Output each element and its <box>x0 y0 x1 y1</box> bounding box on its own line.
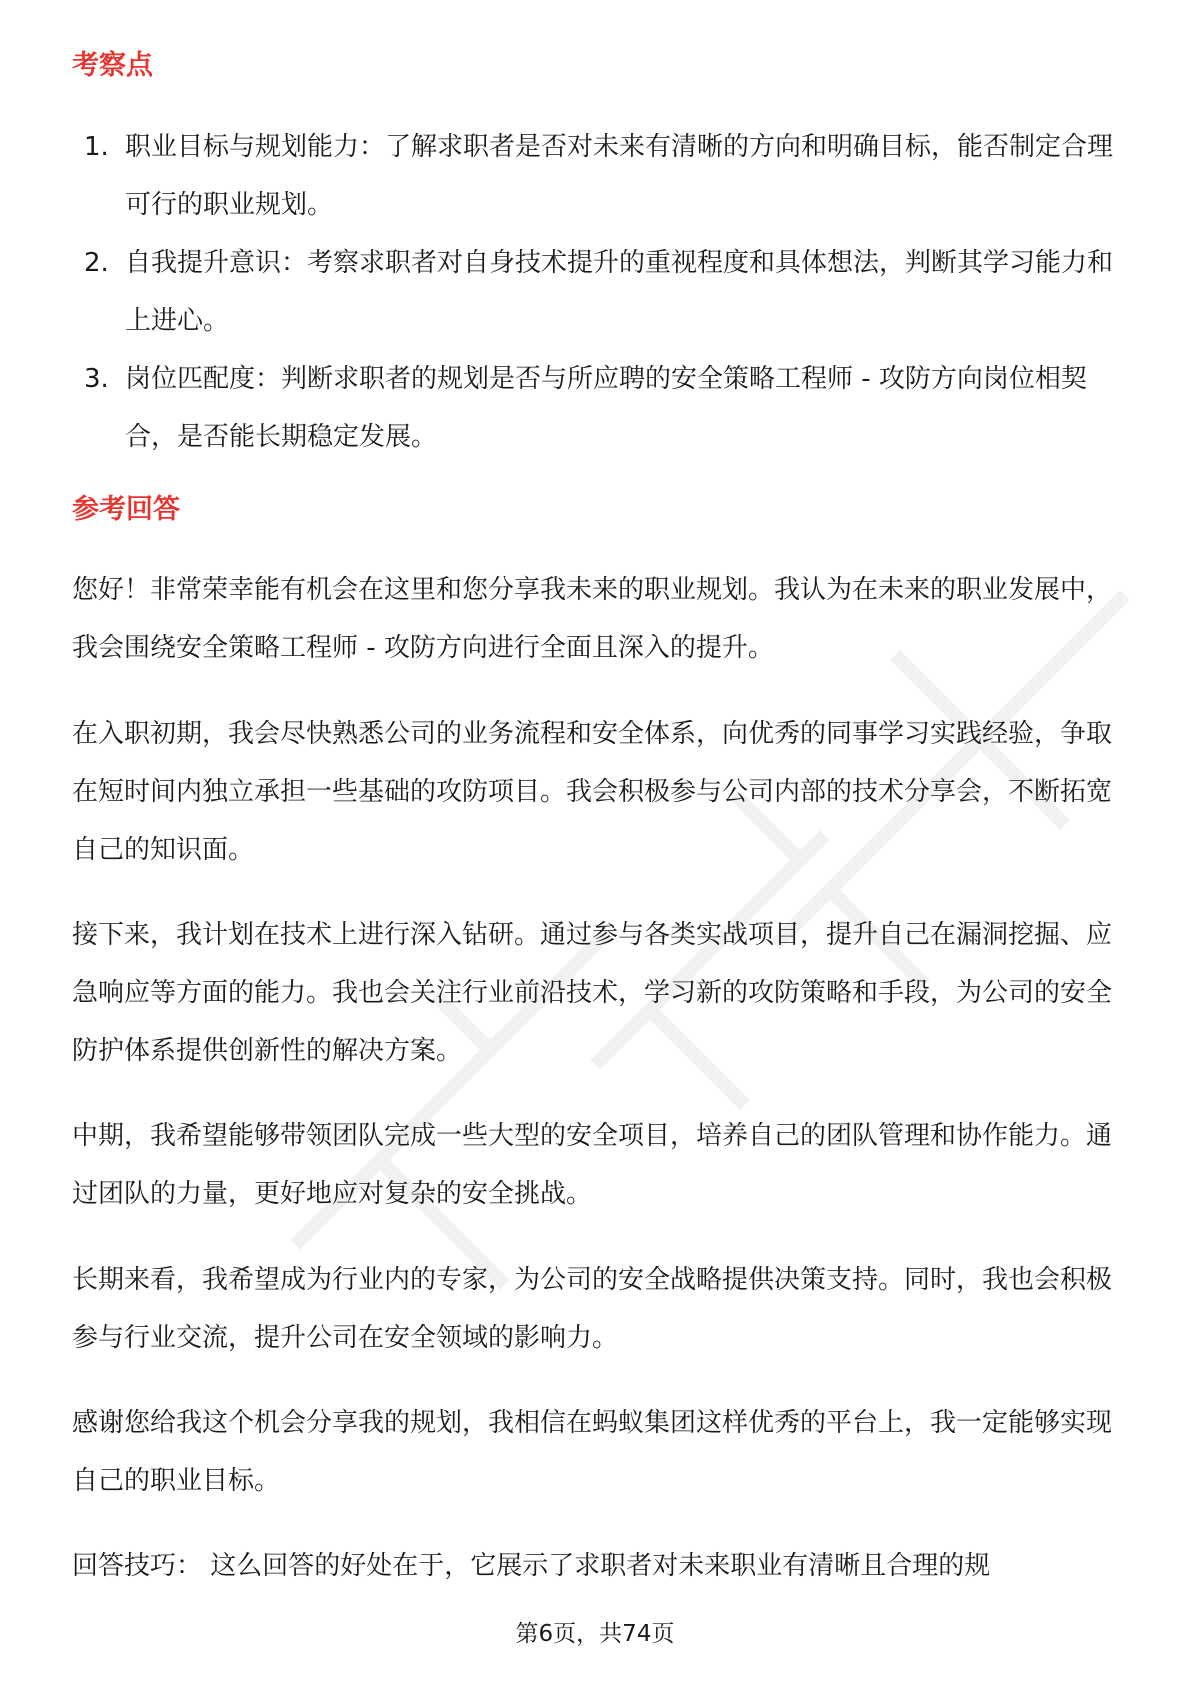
list-item-number: 2. <box>84 248 109 278</box>
answer-paragraph: 中期，我希望能够带领团队完成一些大型的安全项目，培养自己的团队管理和协作能力。通过团队的力量，更好地应对复杂的安全挑战。 <box>72 1121 1113 1209</box>
answer-paragraph: 您好！非常荣幸能有机会在这里和您分享我未来的职业规划。我认为在未来的职业发展中，我会围绕安全策略工程师 - 攻防方向进行全面且深入的提升。 <box>72 575 1113 663</box>
answer-heading: 参考回答 <box>72 494 180 525</box>
page-footer <box>0 1618 1190 1650</box>
focus-heading: 考察点 <box>72 50 153 81</box>
focus-points-list <box>72 118 1122 466</box>
list-item-number: 1. <box>84 132 109 162</box>
list-item-text: 职业目标与规划能力：了解求职者是否对未来有清晰的方向和明确目标，能否制定合理可行的职业规划。 <box>125 132 1114 220</box>
list-item <box>72 350 1122 466</box>
page-number: 第6页，共74页 <box>515 1621 675 1647</box>
answer-paragraph: 感谢您给我这个机会分享我的规划，我相信在蚂蚁集团这样优秀的平台上，我一定能够实现自己的职业目标。 <box>72 1408 1113 1496</box>
answer-paragraph: 在入职初期，我会尽快熟悉公司的业务流程和安全体系，向优秀的同事学习实践经验，争取在短时间内独立承担一些基础的攻防项目。我会积极参与公司内部的技术分享会，不断拓宽自己的知识面。 <box>72 719 1113 865</box>
list-item-number: 3. <box>84 364 109 394</box>
list-item <box>72 118 1122 234</box>
answer-paragraph: 长期来看，我希望成为行业内的专家，为公司的安全战略提供决策支持。同时，我也会积极参与行业交流，提升公司在安全领域的影响力。 <box>72 1265 1113 1353</box>
answer-tips-paragraph: 回答技巧： 这么回答的好处在于，它展示了求职者对未来职业有清晰且合理的规 <box>72 1551 991 1581</box>
list-item-text: 岗位匹配度：判断求职者的规划是否与所应聘的安全策略工程师 - 攻防方向岗位相契合，是否能长期稳定发展。 <box>125 364 1087 452</box>
list-item <box>72 234 1122 350</box>
answer-paragraph: 接下来，我计划在技术上进行深入钻研。通过参与各类实战项目，提升自己在漏洞挖掘、应急响应等方面的能力。我也会关注行业前沿技术，学习新的攻防策略和手段，为公司的安全防护体系提供创新性的解决方案。 <box>72 920 1113 1066</box>
list-item-text: 自我提升意识：考察求职者对自身技术提升的重视程度和具体想法，判断其学习能力和上进心。 <box>125 248 1114 336</box>
